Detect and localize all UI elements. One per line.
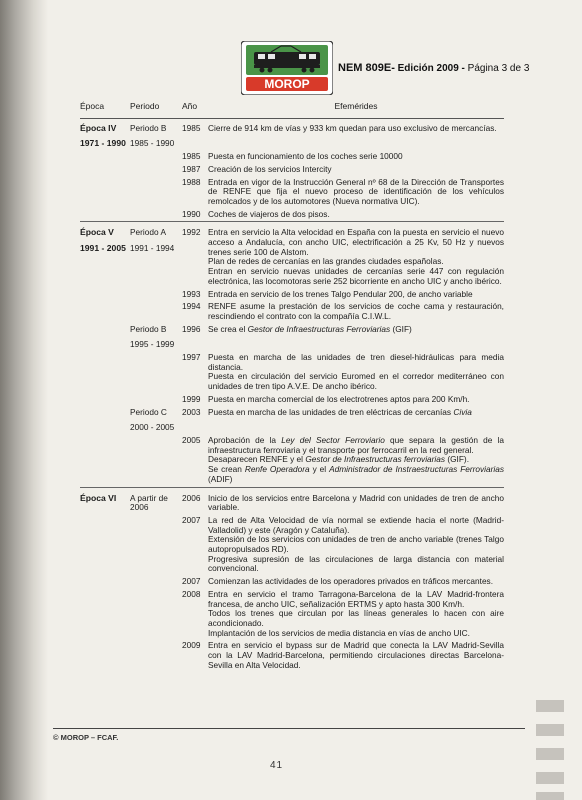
table-header-row [80,102,504,118]
event-line: La red de Alta Velocidad de vía normal se extiende hacia el norte (Madrid-Valladolid) y este (Aragón y Cataluña). [208,514,504,535]
periodo-label: A partir de 2006 [130,492,168,513]
event-text-part: Puesta en marcha de las unidades de tren eléctricas de cercanías [208,406,454,417]
event-text [208,209,504,222]
year-cell: 1985 [182,151,201,162]
periodo-range: 1985 - 1990 [130,138,175,149]
periodo-cell [130,487,182,515]
periodo-label: Periodo B [130,323,167,334]
binding-shadow [0,0,48,800]
column-header-efemerides: Efemérides [208,102,504,118]
page-edge-tab [536,700,564,712]
event-line: Entrada en servicio de los trenes Talgo Pendular 200, de ancho variable [208,288,473,299]
epoca-label: Época VI [80,492,117,503]
event-line: Puesta en marcha comercial de los electrotrenes aptos para 200 Km/h. [208,393,470,404]
morop-logo [241,41,333,95]
footer-divider [53,728,525,729]
periodo-cell [130,407,182,435]
event-line: Desaparecen RENFE y el Gestor de Infraestructuras ferroviarias (GIF). [208,454,469,465]
periodo-range: 2000 - 2005 [130,422,175,433]
event-line: Plan de redes de cercanías en las grandes ciudades españolas. [208,256,444,267]
table-row [80,118,504,151]
periodo-range: 1995 - 1999 [130,339,175,350]
event-text [208,576,504,589]
event-line: Coches de viajeros de dos pisos. [208,208,330,219]
year-cell: 1993 [182,288,201,299]
page-edge-tab [536,792,564,800]
year-cell: 1999 [182,393,201,404]
column-header-epoca: Época [80,102,130,118]
event-text [208,407,504,435]
event-line: Extensión de los servicios con unidades de tren de ancho variable (trenes Talgo autopropulsados RD). [208,534,504,555]
event-line: Implantación de los servicios de media distancia en vías de ancho UIC. [208,627,470,638]
epoca-cell [80,222,130,289]
event-text-italic: Civia [453,406,472,417]
event-text [208,151,504,164]
epoca-label: Época IV [80,122,117,133]
table-row [80,164,504,177]
event-line: Se crean Renfe Operadora y el Administrador de Instraestructuras Ferroviarias (ADIF) [208,464,504,484]
logo-text: MOROP [264,77,310,91]
table-row [80,352,504,394]
event-line: RENFE asume la prestación de los servicios de coche cama y restauración, rescindiendo el contrato con la compañía C.I.W.L. [208,301,504,321]
event-text [208,164,504,177]
periodo-cell [130,324,182,352]
event-line: Entran en servicio nuevas unidades de cercanías serie 447 con regulación electrónica, las locomotoras serie 252 bicorriente en ancho UIC y ancho ibérico. [208,266,504,286]
page-indicator: Página 3 de 3 [464,63,530,74]
epoca-cell [80,487,130,515]
year-cell: 2007 [182,514,201,525]
periodo-cell [130,118,182,151]
event-text [208,640,504,672]
table-row [80,301,504,323]
periodo-label: Periodo B [130,122,167,133]
year-cell: 1988 [182,176,201,187]
table-row [80,394,504,407]
page-number: 41 [270,760,284,771]
epoca-label: Época V [80,227,114,238]
epoca-cell [80,118,130,151]
table-row [80,407,504,435]
table-row [80,589,504,641]
year-cell: 1994 [182,301,201,312]
event-text [208,487,504,515]
table-row [80,289,504,302]
table-row [80,151,504,164]
document-code: NEM 809E- [338,62,395,74]
year-cell: 2008 [182,588,201,599]
event-line: Creación de los servicios Intercity [208,163,332,174]
epoca-range: 1971 - 1990 [80,138,126,149]
year-cell: 1985 [182,122,201,133]
table-row [80,487,504,515]
page-edge-tab [536,748,564,760]
table-row [80,640,504,672]
event-line: Entrada en vigor de la Instrucción General nº 68 de la Dirección de Transportes de RENFE que fija el nuevo proceso de identificación de los vehículos remolcados y de los automotores (Nueva normativa UIC). [208,176,504,206]
efemerides-table [80,102,504,672]
year-cell: 2003 [182,406,201,417]
event-text [208,222,504,289]
event-text [208,589,504,641]
column-header-anio: Año [182,102,208,118]
event-line: Entra en servicio el bypass sur de Madrid que conecta la LAV Madrid-Sevilla con la LAV Madrid-Barcelona, permitiendo circulaciones directas Barcelona-Sevilla en Alta Velocidad. [208,640,504,670]
event-text [208,177,504,209]
periodo-range: 1991 - 1994 [130,243,175,254]
event-text-italic: Gestor de Infraestructuras Ferroviarias [247,323,391,334]
footer-copyright: © MOROP – FCAF. [53,733,119,742]
table-row [80,324,504,352]
periodo-cell [130,222,182,289]
event-text [208,324,504,352]
event-line: Cierre de 914 km de vías y 933 km quedan para uso exclusivo de mercancías. [208,122,497,133]
event-text [208,301,504,323]
page-edge-tab [536,772,564,784]
column-header-periodo: Periodo [130,102,182,118]
event-text [208,515,504,576]
event-line: Puesta en circulación del servicio Euromed en el corredor mediterráneo con unidades de tren tipo A.V.E. De ancho ibérico. [208,371,504,392]
table-row [80,209,504,222]
event-text [208,352,504,394]
table-row [80,222,504,289]
event-text [208,394,504,407]
periodo-label: Periodo A [130,227,166,238]
year-cell: 2007 [182,576,201,587]
event-text-part: Se crea el [208,323,248,334]
event-line: Puesta en marcha de las unidades de tren diesel-hidráulicas para media distancia. [208,352,504,372]
year-cell: 2005 [182,434,201,445]
year-cell: 1996 [182,323,201,334]
event-line: Todos los trenes que circulan por las líneas generales lo hacen con aire acondicionado. [208,608,504,628]
year-cell: 2006 [182,487,208,515]
table-row [80,177,504,209]
year-cell: 1992 [182,222,208,289]
table-row [80,435,504,487]
epoca-range: 1991 - 2005 [80,243,126,254]
event-text [208,289,504,302]
event-line: Entra en servicio el tramo Tarragona-Barcelona de la LAV Madrid-frontera francesa, de ancho UIC, señalización ERTMS y apto hasta 300 Km/h. [208,588,504,609]
document-header [338,62,529,74]
year-cell: 1997 [182,352,201,363]
event-line: Aprobación de la Ley del Sector Ferroviario que separa la gestión de la infraestructura ferroviaria y el transporte por ferrocarril en la red general. [208,434,505,455]
event-text [208,118,504,151]
event-line: Comienzan las actividades de los operadores privados en tráficos mercantes. [208,576,494,587]
event-line: Entra en servicio la Alta velocidad en España con la puesta en servicio el nuevo acceso a Andalucía, con ancho UIC, electrificación a 25 Kv, 50 Hz y nuevos trenes serie 100 de Alstom. [208,227,504,257]
event-line: Inicio de los servicios entre Barcelona y Madrid con unidades de tren de ancho variable. [208,492,504,513]
edition-label: Edición 2009 - [394,63,465,74]
event-line: Puesta en funcionamiento de los coches serie 10000 [208,151,403,162]
event-text [208,435,504,487]
periodo-label: Periodo C [130,406,167,417]
year-cell: 2009 [182,640,201,651]
event-text-part: (GIF) [390,323,412,334]
page-edge-tab [536,724,564,736]
table-row [80,576,504,589]
year-cell: 1987 [182,163,201,174]
table-row [80,515,504,576]
event-line: Progresiva supresión de las circulaciones de larga distancia con material convencional. [208,553,504,574]
year-cell: 1990 [182,208,201,219]
